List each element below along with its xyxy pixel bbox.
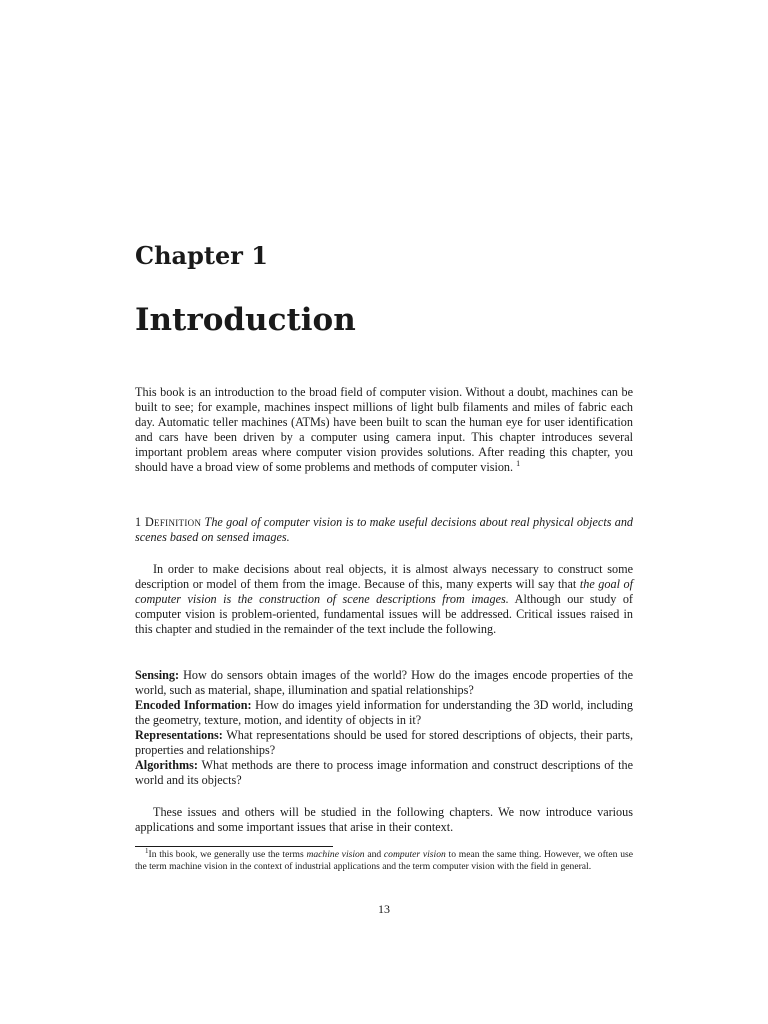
chapter-label: Chapter 1 — [135, 241, 268, 270]
issue-text: What representations should be used for stored descriptions of objects, their parts, properties and relationships? — [135, 728, 633, 757]
body-paragraph-2 — [135, 562, 633, 637]
footnote-term-machine-vision: machine vision — [306, 849, 365, 860]
para2-tail: Although our study of computer vision is problem-oriented, fundamental issues will be addressed. Critical issues raised in this chapter and studied in the remainder of the text include the following. — [135, 592, 633, 636]
para2-lead: In order to make decisions about real objects, it is almost always necessary to construct some description or model of them from the image. Because of this, many experts will say that — [135, 562, 633, 591]
definition-block — [135, 515, 633, 545]
issue-item — [135, 668, 633, 698]
para2-emphasis: the goal of computer vision is the construction of scene descriptions from images. — [135, 577, 634, 606]
issue-term-encoded-information: Encoded Information: — [135, 698, 252, 712]
footnote-mid: and — [364, 849, 384, 860]
issue-item — [135, 728, 633, 758]
intro-paragraph — [135, 385, 633, 475]
issue-term-representations: Representations: — [135, 728, 223, 742]
page-number: 13 — [378, 902, 390, 916]
chapter-title: Introduction — [135, 302, 356, 338]
footnote-term-computer-vision: computer vision — [383, 849, 446, 860]
footnote-mark: 1 — [145, 846, 149, 855]
definition-text: The goal of computer vision is to make useful decisions about real physical objects and scenes based on sensed images. — [135, 515, 634, 544]
issue-term-sensing: Sensing: — [135, 668, 180, 682]
footnote-tail: to mean the same thing. However, we often use the term machine vision in the context of industrial applications and the term computer vision with the field in general. — [135, 849, 633, 872]
footnote — [135, 846, 633, 873]
intro-text: This book is an introduction to the broad field of computer vision. Without a doubt, machines can be built to see; for example, machines inspect millions of light bulb filaments and miles of fabric each day. Automatic teller machines (ATMs) have been built to scan the human eye for user identification and cars have been driven by a computer using camera input. This chapter introduces several important problem areas where computer vision provides solutions. After reading this chapter, you should have a broad view of some problems and methods of computer vision. — [135, 385, 633, 474]
issue-text: What methods are there to process image information and construct descriptions of the world and its objects? — [135, 758, 633, 787]
issue-text: How do sensors obtain images of the world? How do the images encode properties of the world, such as material, shape, illumination and spatial relationships? — [135, 668, 633, 697]
footnote-lead: In this book, we generally use the terms — [148, 849, 307, 860]
issue-item — [135, 698, 633, 728]
issue-item — [135, 758, 633, 788]
definition-label: 1 Definition — [135, 515, 202, 529]
issues-list — [135, 668, 633, 788]
footnote-divider — [135, 846, 333, 847]
body-paragraph-3: These issues and others will be studied in the following chapters. We now introduce various applications and some important issues that arise in their context. — [135, 805, 633, 834]
issue-term-algorithms: Algorithms: — [135, 758, 198, 772]
footnote-reference[interactable]: 1 — [516, 458, 521, 468]
issue-text: How do images yield information for understanding the 3D world, including the geometry, texture, motion, and identity of objects in it? — [135, 698, 633, 727]
